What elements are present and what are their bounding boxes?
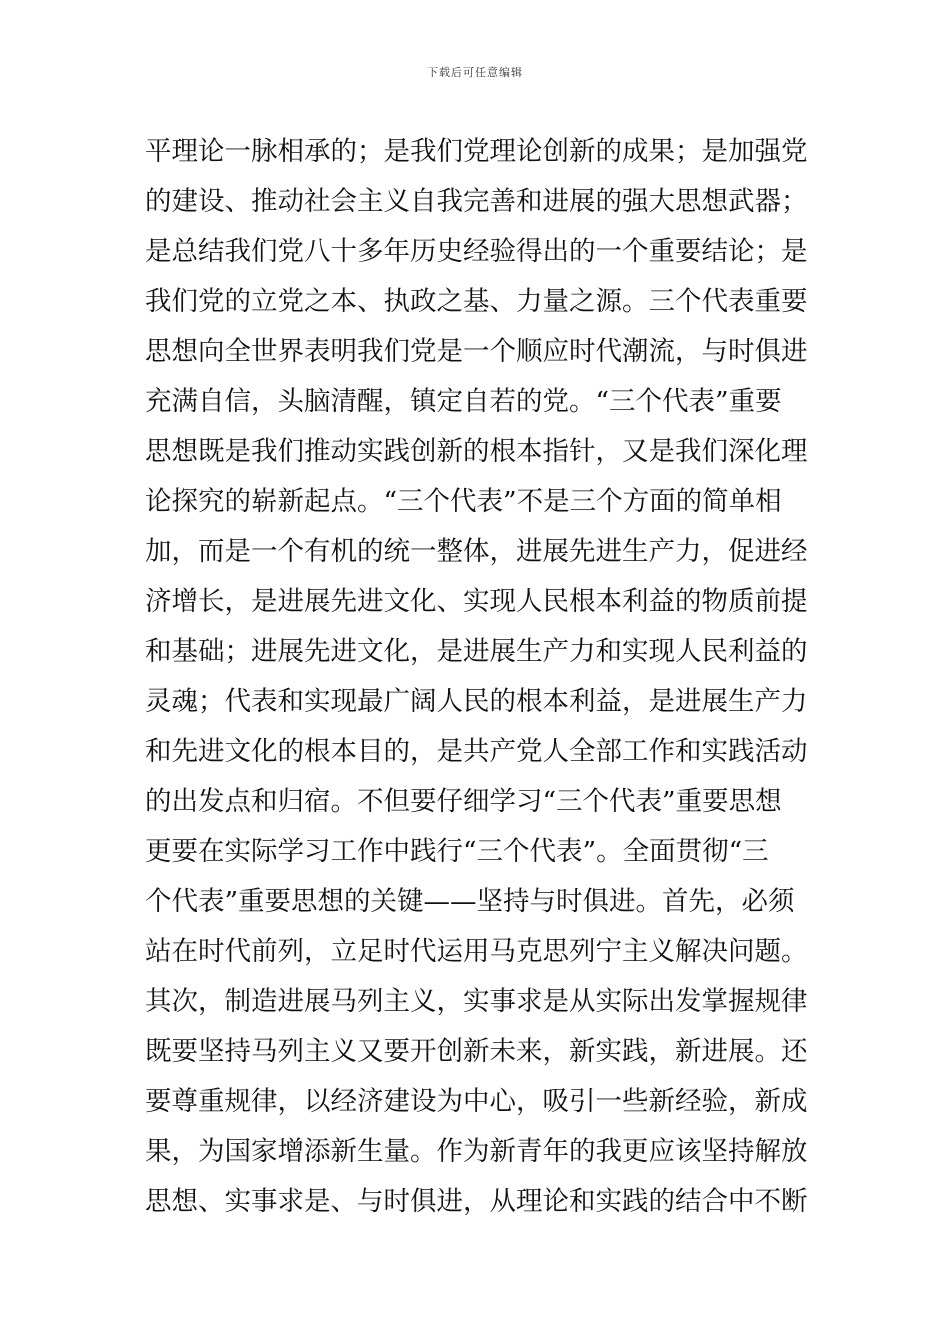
text-line: 的建设、推动社会主义自我完善和进展的强大思想武器； — [145, 186, 808, 217]
text-line: 和基础；进展先进文化，是进展生产力和实现人民利益的 — [145, 636, 808, 667]
text-line: 济增长，是进展先进文化、实现人民根本利益的物质前提 — [145, 586, 808, 617]
text-line: 思想向全世界表明我们党是一个顺应时代潮流，与时俱进 — [145, 336, 808, 367]
text-line: 和先进文化的根本目的，是共产党人全部工作和实践活动 — [145, 736, 808, 767]
text-line: 加，而是一个有机的统一整体，进展先进生产力，促进经 — [145, 536, 808, 567]
text-line: 更要在实际学习工作中践行“三个代表”。全面贯彻“三 — [145, 836, 769, 867]
text-line: 思想既是我们推动实践创新的根本指针，又是我们深化理 — [145, 436, 808, 467]
text-line: 充满自信，头脑清醒，镇定自若的党。“三个代表”重要 — [145, 386, 782, 417]
text-line: 思想、实事求是、与时俱进，从理论和实践的结合中不断 — [145, 1186, 808, 1217]
text-line: 其次，制造进展马列主义，实事求是从实际出发掌握规律 — [145, 986, 808, 1017]
text-line: 灵魂；代表和实现最广阔人民的根本利益，是进展生产力 — [145, 686, 808, 717]
text-line: 是总结我们党八十多年历史经验得出的一个重要结论；是 — [145, 236, 808, 267]
text-line: 个代表”重要思想的关键——坚持与时俱进。首先，必须 — [145, 886, 795, 917]
text-line: 我们党的立党之本、执政之基、力量之源。三个代表重要 — [145, 286, 808, 317]
header-note: 下载后可任意编辑 — [427, 66, 523, 79]
text-line: 要尊重规律，以经济建设为中心，吸引一些新经验，新成 — [145, 1086, 808, 1117]
text-line: 论探究的崭新起点。“三个代表”不是三个方面的简单相 — [145, 486, 782, 517]
text-line: 既要坚持马列主义又要开创新未来，新实践，新进展。还 — [145, 1036, 808, 1067]
text-line: 的出发点和归宿。不但要仔细学习“三个代表”重要思想 — [145, 786, 782, 817]
text-line: 站在时代前列，立足时代运用马克思列宁主义解决问题。 — [145, 936, 808, 967]
text-line: 平理论一脉相承的；是我们党理论创新的成果；是加强党 — [145, 136, 808, 167]
body-text — [145, 127, 815, 1227]
text-line: 果，为国家增添新生量。作为新青年的我更应该坚持解放 — [145, 1136, 808, 1167]
